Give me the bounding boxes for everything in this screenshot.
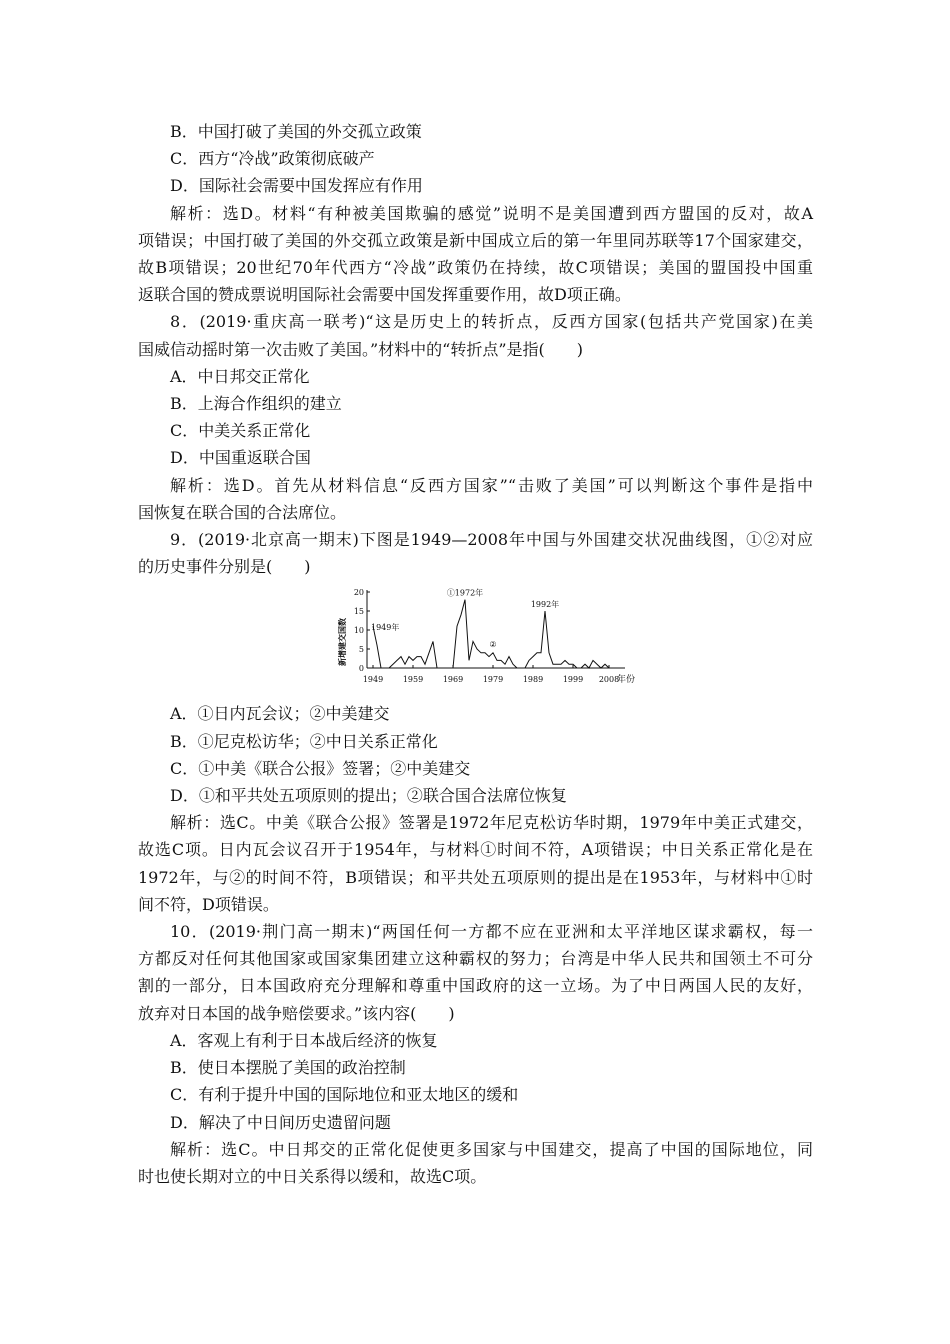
q9-stem-line: 9．(2019·北京高一期末)下图是1949—2008年中国与外国建交状况曲线图，①②对应 (170, 530, 813, 550)
x-tick-label: 2008 (598, 675, 620, 685)
chart-annotation: ② (489, 640, 497, 650)
q10-analysis-line: 解析：选C。中日邦交的正常化促使更多国家与中国建交，提高了中国的国际地位，同 (170, 1139, 813, 1159)
q10-stem-line: 割的一部分，日本国政府充分理解和尊重中国政府的这一立场。为了中日两国人民的友好， (138, 976, 813, 996)
y-tick-label: 10 (353, 626, 364, 636)
q8-stem-line: 国威信动摇时第一次击败了美国。”材料中的“转折点”是指( ) (138, 339, 584, 359)
q8-option-a: A．中日邦交正常化 (170, 366, 310, 386)
x-tick-label: 1999 (562, 675, 584, 685)
x-tick-label: 1949 (362, 675, 384, 685)
q10-option-a: A．客观上有利于日本战后经济的恢复 (170, 1030, 438, 1050)
document-page (138, 118, 813, 1190)
q9-option-b: B．①尼克松访华；②中日关系正常化 (170, 731, 438, 751)
x-tick-label: 1959 (402, 675, 424, 685)
q10-option-c: C．有利于提升中国的国际地位和亚太地区的缓和 (170, 1085, 519, 1105)
chart-annotation: 1949年 (371, 623, 400, 633)
x-tick-label: 1969 (442, 675, 464, 685)
q10-stem-line: 方都反对任何其他国家或国家集团建立这种霸权的努力；台湾是中华人民共和国领土不可分 (138, 949, 813, 969)
q10-option-b: B．使日本摆脱了美国的政治控制 (170, 1058, 406, 1078)
q9-option-d: D．①和平共处五项原则的提出；②联合国合法席位恢复 (170, 786, 567, 806)
chart-annotation: ①1972年 (446, 589, 484, 599)
q10-analysis-line: 时也使长期对立的中日关系得以缓和，故选C项。 (138, 1166, 487, 1186)
q7-option-b: B．中国打破了美国的外交孤立政策 (170, 122, 422, 141)
q9-analysis-line: 解析：选C。中美《联合公报》签署是1972年尼克松访华时期，1979年中美正式建交， (170, 813, 813, 833)
y-tick-label: 5 (358, 645, 364, 655)
y-tick-label: 15 (353, 607, 364, 617)
q7-option-d: D．国际社会需要中国发挥应有作用 (170, 176, 423, 196)
q9-analysis-line: 间不符，D项错误。 (138, 894, 279, 914)
x-axis-label: 年份 (617, 675, 636, 686)
q9-stem-line: 的历史事件分别是( ) (138, 557, 311, 577)
q8-stem-line: 8．(2019·重庆高一联考)“这是历史上的转折点，反西方国家(包括共产党国家)在美 (170, 312, 813, 332)
q7-option-c: C．西方“冷战”政策彻底破产 (170, 149, 375, 169)
chart-annotation: 1992年 (530, 600, 560, 610)
q10-option-d: D．解决了中日间历史遗留问题 (170, 1112, 391, 1132)
q9-option-c: C．①中美《联合公报》签署；②中美建交 (170, 758, 471, 778)
diplomatic-relations-chart (138, 580, 813, 700)
q10-stem-line: 10．(2019·荆门高一期末)“两国任何一方都不应在亚洲和太平洋地区谋求霸权，每一 (170, 922, 813, 942)
q8-option-b: B．上海合作组织的建立 (170, 394, 342, 414)
q7-analysis-line: 返联合国的赞成票说明国际社会需要中国发挥重要作用，故D项正确。 (138, 285, 631, 305)
x-tick-label: 1989 (522, 675, 544, 685)
line-chart (333, 584, 636, 696)
q8-analysis-line: 解析：选D。首先从材料信息“反西方国家”“击败了美国”可以判断这个事件是指中 (170, 475, 813, 495)
q8-option-c: C．中美关系正常化 (170, 421, 311, 441)
q9-analysis-line: 1972年，与②的时间不符，B项错误；和平共处五项原则的提出是在1953年，与材料中①时 (138, 867, 813, 887)
y-tick-label: 20 (353, 588, 364, 598)
q7-analysis-line: 故B项错误；20世纪70年代西方“冷战”政策仍在持续，故C项错误；美国的盟国投中国重 (138, 258, 813, 278)
q9-analysis-line: 故选C项。日内瓦会议召开于1954年，与材料①时间不符，A项错误；中日关系正常化是在 (138, 840, 813, 860)
y-axis-label: 新增建交国数 (337, 618, 347, 667)
series-line (373, 600, 609, 668)
q7-analysis-line: 解析：选D。材料“有种被美国欺骗的感觉”说明不是美国遭到西方盟国的反对，故A (170, 203, 813, 223)
x-tick-label: 1979 (482, 675, 504, 685)
q9-option-a: A．①日内瓦会议；②中美建交 (170, 704, 390, 724)
q8-analysis-line: 国恢复在联合国的合法席位。 (138, 502, 347, 522)
q10-stem-line: 放弃对日本国的战争赔偿要求。”该内容( ) (138, 1003, 455, 1023)
y-tick-label: 0 (358, 664, 364, 674)
q7-analysis-line: 项错误；中国打破了美国的外交孤立政策是新中国成立后的第一年里同苏联等17个国家建交， (138, 230, 813, 250)
q8-option-d: D．中国重返联合国 (170, 448, 311, 468)
